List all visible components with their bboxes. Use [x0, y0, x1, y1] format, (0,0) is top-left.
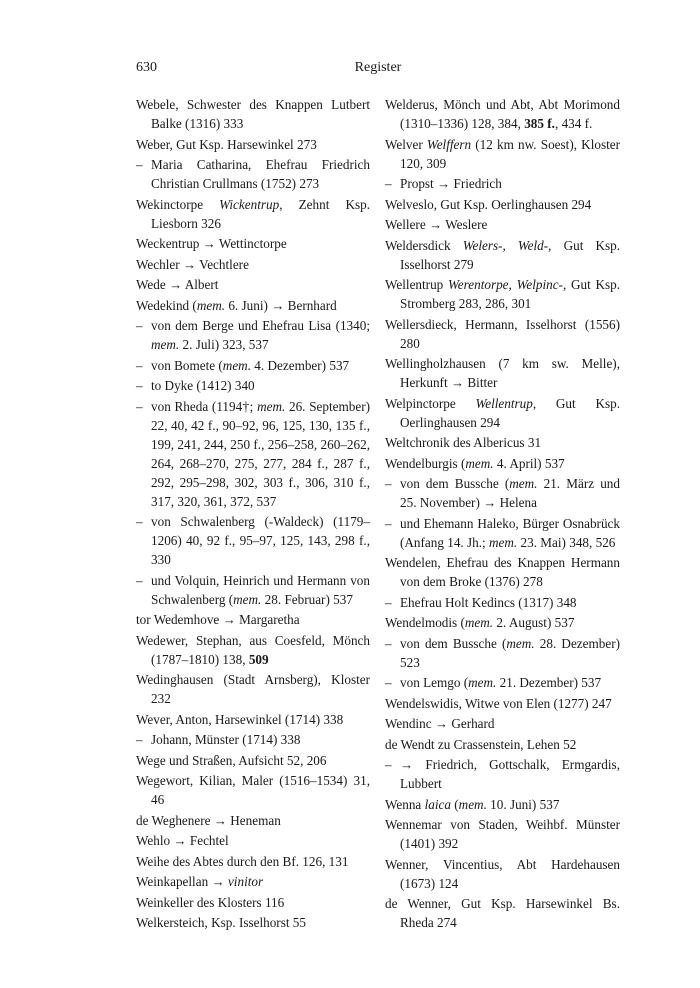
index-entry: [136, 771, 370, 809]
entry-text: Wendelswidis, Witwe von Elen (1277) 247: [385, 695, 612, 711]
index-entry: [136, 852, 370, 871]
index-subentry: [136, 376, 370, 395]
entry-text: Wege und Straßen, Aufsicht 52, 206: [136, 752, 327, 768]
index-entry: [385, 135, 620, 173]
index-subentry: [136, 155, 370, 193]
subentry-dash: –: [136, 357, 143, 373]
entry-text: Wever, Anton, Harsewinkel (1714) 338: [136, 711, 344, 727]
entry-text: Wegewort, Kilian, Maler (1516–1534) 31, 46: [136, 773, 370, 807]
index-subentry: [136, 571, 370, 609]
index-entry: [385, 613, 620, 632]
index-entry: [136, 872, 370, 891]
entry-text: to Dyke (1412) 340: [151, 378, 255, 393]
index-entry: [136, 95, 370, 133]
entry-text: Wenna laica (mem. 10. Juni) 537: [385, 796, 560, 812]
entry-text: Weinkapellan → vinitor: [136, 874, 264, 889]
entry-text: Welveslo, Gut Ksp. Oerlinghausen 294: [385, 196, 592, 212]
entry-text: Webele, Schwester des Knappen Lutbert Balke (1316) 333: [136, 97, 370, 131]
index-entry: [385, 795, 620, 814]
entry-text: Wennemar von Staden, Weihbf. Münster (1401) 392: [385, 817, 620, 851]
entry-text: de Wenner, Gut Ksp. Harsewinkel Bs. Rheda 274: [385, 896, 620, 930]
entry-text: Weltchronik des Albericus 31: [385, 435, 542, 450]
index-entry: [136, 135, 370, 154]
index-entry: [385, 815, 620, 853]
index-entry: [385, 354, 620, 392]
index-subentry: [136, 356, 370, 375]
subentry-dash: –: [385, 757, 392, 772]
entry-text: von Rheda (1194†; mem. 26. September) 22, 40, 42 f., 90–92, 96, 125, 130, 135 f., 199, 241, 244, 250 f., 256–258, 260–262, 264, 268–270, 275, 277, 284 f., 287 f., 292, 295–298, 302, 303 f., 306, 310 f., 317, 320, 361, 372, 537: [151, 398, 370, 509]
index-entry: [136, 710, 370, 729]
subentry-dash: –: [385, 176, 392, 191]
subentry-dash: –: [136, 378, 143, 393]
entry-text: Wedinghausen (Stadt Arnsberg), Kloster 232: [136, 672, 370, 706]
index-entry: [136, 670, 370, 708]
entry-text: Welpinctorpe Wellentrup, Gut Ksp. Oerlinghausen 294: [385, 395, 620, 430]
index-entry: [385, 236, 620, 274]
subentry-dash: –: [385, 594, 392, 610]
entry-text: von dem Bussche (mem. 21. März und 25. November) → Helena: [400, 476, 620, 510]
entry-text: von Lemgo (mem. 21. Dezember) 537: [400, 675, 602, 690]
entry-text: Welderus, Mönch und Abt, Abt Morimond (1310–1336) 128, 384, 385 f., 434 f.: [385, 97, 620, 131]
entry-text: Maria Catharina, Ehefrau Friedrich Christian Crullmans (1752) 273: [151, 157, 370, 191]
entry-text: Weldersdick Welers-, Weld-, Gut Ksp. Isselhorst 279: [385, 237, 620, 272]
entry-text: Wendelburgis (mem. 4. April) 537: [385, 455, 565, 471]
index-entry: [385, 714, 620, 733]
entry-text: Weihe des Abtes durch den Bf. 126, 131: [136, 853, 349, 869]
entry-text: Wehlo → Fechtel: [136, 833, 229, 848]
subentry-dash: –: [136, 514, 143, 529]
subentry-dash: –: [136, 398, 143, 414]
entry-text: tor Wedemhove → Margaretha: [136, 612, 300, 627]
subentry-dash: –: [385, 476, 392, 491]
subentry-dash: –: [136, 157, 143, 172]
entry-text: Welver Welffern (12 km nw. Soest), Kloster 120, 309: [385, 136, 621, 171]
index-entry: [136, 234, 370, 253]
entry-text: und Ehemann Haleko, Bürger Osnabrück (Anfang 14. Jh.; mem. 23. Mai) 348, 526: [400, 515, 620, 550]
index-entry: [385, 394, 620, 432]
entry-text: Wedewer, Stephan, aus Coesfeld, Mönch (1787–1810) 138, 509: [136, 632, 370, 667]
index-entry: [385, 894, 620, 932]
entry-text: Wendelen, Ehefrau des Knappen Hermann von dem Broke (1376) 278: [385, 555, 620, 589]
subentry-dash: –: [136, 572, 143, 588]
entry-text: Wenner, Vincentius, Abt Hardehausen (1673) 124: [385, 856, 620, 891]
entry-text: Weinkeller des Klosters 116: [136, 894, 285, 910]
entry-text: Wellingholzhausen (7 km sw. Melle), Herkunft → Bitter: [385, 356, 620, 390]
index-entry: [136, 610, 370, 629]
entry-text: → Friedrich, Gottschalk, Ermgardis, Lubbert: [400, 757, 620, 791]
entry-text: Wendinc → Gerhard: [385, 716, 495, 731]
entry-text: Wellersdieck, Hermann, Isselhorst (1556) 280: [385, 316, 620, 351]
index-entry: [136, 913, 370, 932]
index-entry: [385, 454, 620, 473]
entry-text: Wekinctorpe Wickentrup, Zehnt Ksp. Liesborn 326: [136, 196, 370, 231]
entry-text: Ehefrau Holt Kedincs (1317) 348: [400, 594, 577, 610]
entry-text: Wede → Albert: [136, 277, 219, 292]
index-column-left: [136, 95, 370, 934]
entry-text: von Schwalenberg (-Waldeck) (1179–1206) 40, 92 f., 95–97, 125, 143, 298 f., 330: [151, 514, 370, 567]
entry-text: Weckentrup → Wettinctorpe: [136, 236, 287, 251]
index-entry: [385, 694, 620, 713]
index-entry: [385, 95, 620, 133]
index-entry: [385, 315, 620, 353]
index-subentry: [385, 634, 620, 672]
index-subentry: [385, 474, 620, 512]
entry-text: Johann, Münster (1714) 338: [151, 732, 301, 747]
index-subentry: [385, 514, 620, 552]
index-subentry: [385, 673, 620, 692]
running-head: Register: [354, 60, 402, 75]
page-number: 630: [136, 60, 157, 75]
index-entry: [136, 255, 370, 274]
entry-text: Wellentrup Werentorpe, Welpinc-, Gut Ksp. Stromberg 283, 286, 301: [385, 277, 621, 311]
entry-text: und Volquin, Heinrich und Hermann von Schwalenberg (mem. 28. Februar) 537: [151, 572, 370, 607]
entry-text: von dem Bussche (mem. 28. Dezember) 523: [400, 635, 620, 670]
index-entry: [385, 553, 620, 591]
entry-text: von dem Berge und Ehefrau Lisa (1340; mem. 2. Juli) 323, 537: [151, 318, 370, 352]
index-subentry: [136, 397, 370, 511]
index-entry: [136, 275, 370, 294]
index-subentry: [136, 512, 370, 569]
index-entry: [136, 751, 370, 770]
index-column-right: [385, 95, 620, 934]
entry-text: Wellere → Weslere: [385, 217, 488, 232]
entry-text: von Bomete (mem. 4. Dezember) 537: [151, 357, 350, 373]
subentry-dash: –: [385, 515, 392, 531]
index-entry: [136, 296, 370, 315]
entry-text: Wechler → Vechtlere: [136, 256, 249, 272]
entry-text: Propst → Friedrich: [400, 176, 502, 191]
index-entry: [136, 631, 370, 669]
index-entry: [385, 275, 620, 313]
subentry-dash: –: [136, 732, 143, 747]
index-entry: [385, 195, 620, 214]
index-subentry: [136, 730, 370, 749]
subentry-dash: –: [385, 675, 392, 690]
index-entry: [136, 893, 370, 912]
index-subentry: [385, 755, 620, 793]
subentry-dash: –: [385, 635, 392, 651]
index-entry: [385, 855, 620, 893]
index-entry: [385, 215, 620, 234]
index-entry: [136, 831, 370, 850]
index-entry: [385, 735, 620, 754]
index-entry: [385, 433, 620, 452]
entry-text: de Wendt zu Crassenstein, Lehen 52: [385, 736, 577, 752]
index-subentry: [385, 174, 620, 193]
entry-text: Wedekind (mem. 6. Juni) → Bernhard: [136, 297, 337, 313]
entry-text: Wendelmodis (mem. 2. August) 537: [385, 615, 575, 630]
index-entry: [136, 811, 370, 830]
index-subentry: [136, 316, 370, 354]
index-subentry: [385, 593, 620, 612]
entry-text: de Weghenere → Heneman: [136, 812, 281, 828]
subentry-dash: –: [136, 318, 143, 333]
entry-text: Weber, Gut Ksp. Harsewinkel 273: [136, 136, 317, 152]
page-header: [136, 60, 620, 82]
entry-text: Welkersteich, Ksp. Isselhorst 55: [136, 915, 306, 930]
index-entry: [136, 195, 370, 233]
